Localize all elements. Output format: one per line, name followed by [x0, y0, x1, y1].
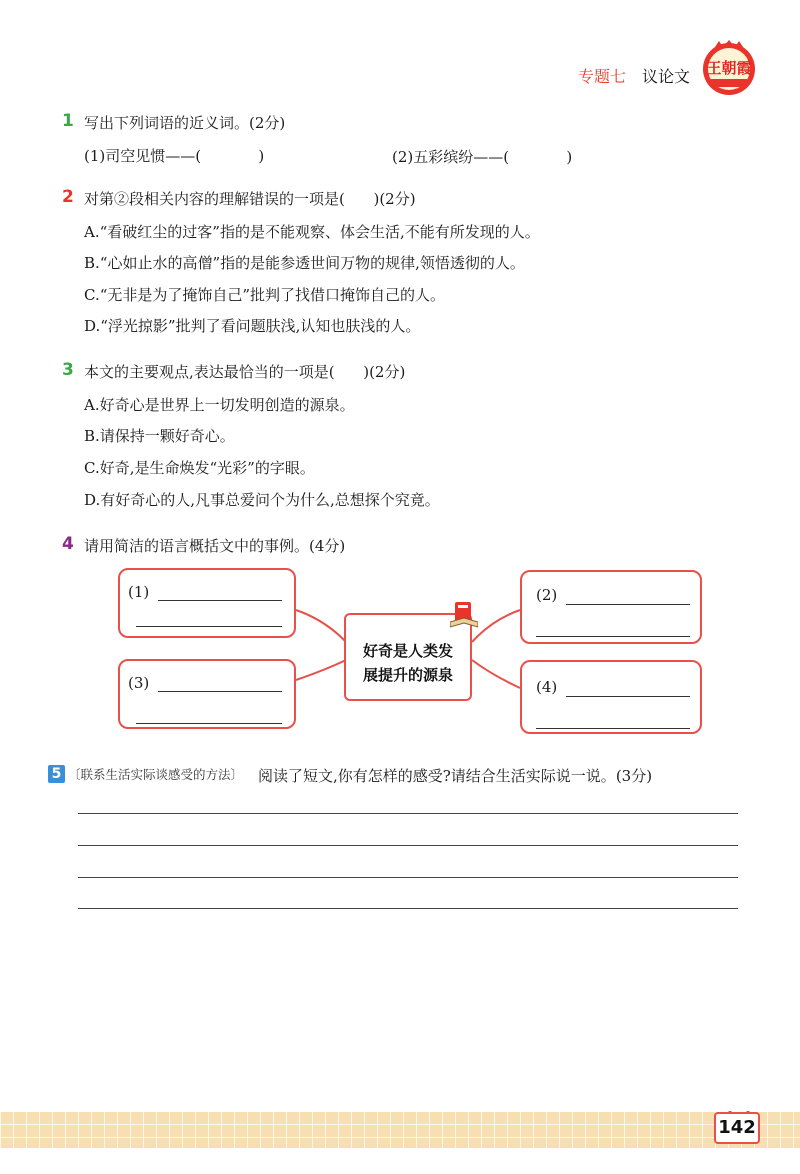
q3-option-b: B.请保持一颗好奇心。 [84, 427, 235, 445]
answer-box-4[interactable] [520, 660, 702, 734]
q2-option-c: C.“无非是为了掩饰自己”批判了找借口掩饰自己的人。 [84, 286, 446, 304]
page-number: 142 [714, 1112, 760, 1144]
answer-box-2[interactable] [520, 570, 702, 644]
answer-line [566, 696, 690, 697]
answer-box-1[interactable] [118, 568, 296, 638]
q4-number: 4 [62, 534, 74, 554]
q2-option-b: B.“心如止水的高僧”指的是能参透世间万物的规律,领悟透彻的人。 [84, 254, 525, 272]
logo-text: 王朝霞 [706, 59, 752, 77]
answer-line [158, 600, 282, 601]
q5-method-tag: 〔联系生活实际谈感受的方法〕 [68, 767, 244, 782]
answer-line [566, 604, 690, 605]
center-line-2: 展提升的源泉 [362, 666, 453, 684]
answer-box-4-label: (4) [536, 678, 558, 696]
center-line-1: 好奇是人类发 [362, 642, 453, 660]
brand-logo [701, 39, 757, 99]
answer-box-3[interactable] [118, 659, 296, 729]
q1-number: 1 [62, 111, 74, 131]
writing-line[interactable] [78, 845, 738, 846]
q2-option-a: A.“看破红尘的过客”指的是不能观察、体会生活,不能有所发现的人。 [84, 223, 540, 241]
answer-line [536, 636, 690, 637]
writing-line[interactable] [78, 908, 738, 909]
q1-prompt: 写出下列词语的近义词。(2分) [84, 114, 286, 132]
q2-number: 2 [62, 187, 74, 207]
q3-option-c: C.好奇,是生命焕发“光彩”的字眼。 [84, 459, 315, 477]
q3-option-d: D.有好奇心的人,凡事总爱问个为什么,总想探个究竟。 [84, 491, 440, 509]
answer-line [158, 691, 282, 692]
q3-prompt: 本文的主要观点,表达最恰当的一项是( )(2分) [84, 363, 406, 381]
writing-line[interactable] [78, 813, 738, 814]
answer-box-3-label: (3) [128, 674, 150, 692]
book-icon [450, 600, 478, 634]
q1-item-2: (2)五彩缤纷——( ) [392, 148, 573, 166]
q5-prompt: 阅读了短文,你有怎样的感受?请结合生活实际说一说。(3分) [258, 767, 653, 785]
answer-line [536, 728, 690, 729]
answer-box-2-label: (2) [536, 586, 558, 604]
q1-item-1: (1)司空见惯——( ) [84, 147, 265, 165]
answer-box-1-label: (1) [128, 583, 150, 601]
q3-option-a: A.好奇心是世界上一切发明创造的源泉。 [84, 396, 355, 414]
q4-prompt: 请用简洁的语言概括文中的事例。(4分) [84, 537, 346, 555]
answer-line [136, 723, 282, 724]
answer-line [136, 626, 282, 627]
writing-line[interactable] [78, 877, 738, 878]
q2-prompt: 对第②段相关内容的理解错误的一项是( )(2分) [84, 190, 416, 208]
q5-number: 5 [48, 765, 65, 783]
q2-option-d: D.“浮光掠影”批判了看问题肤浅,认知也肤浅的人。 [84, 317, 421, 335]
topic-label: 专题七 [578, 67, 627, 86]
essay-type-label: 议论文 [642, 67, 691, 86]
footer-grid-band [0, 1112, 800, 1148]
q3-number: 3 [62, 360, 74, 380]
